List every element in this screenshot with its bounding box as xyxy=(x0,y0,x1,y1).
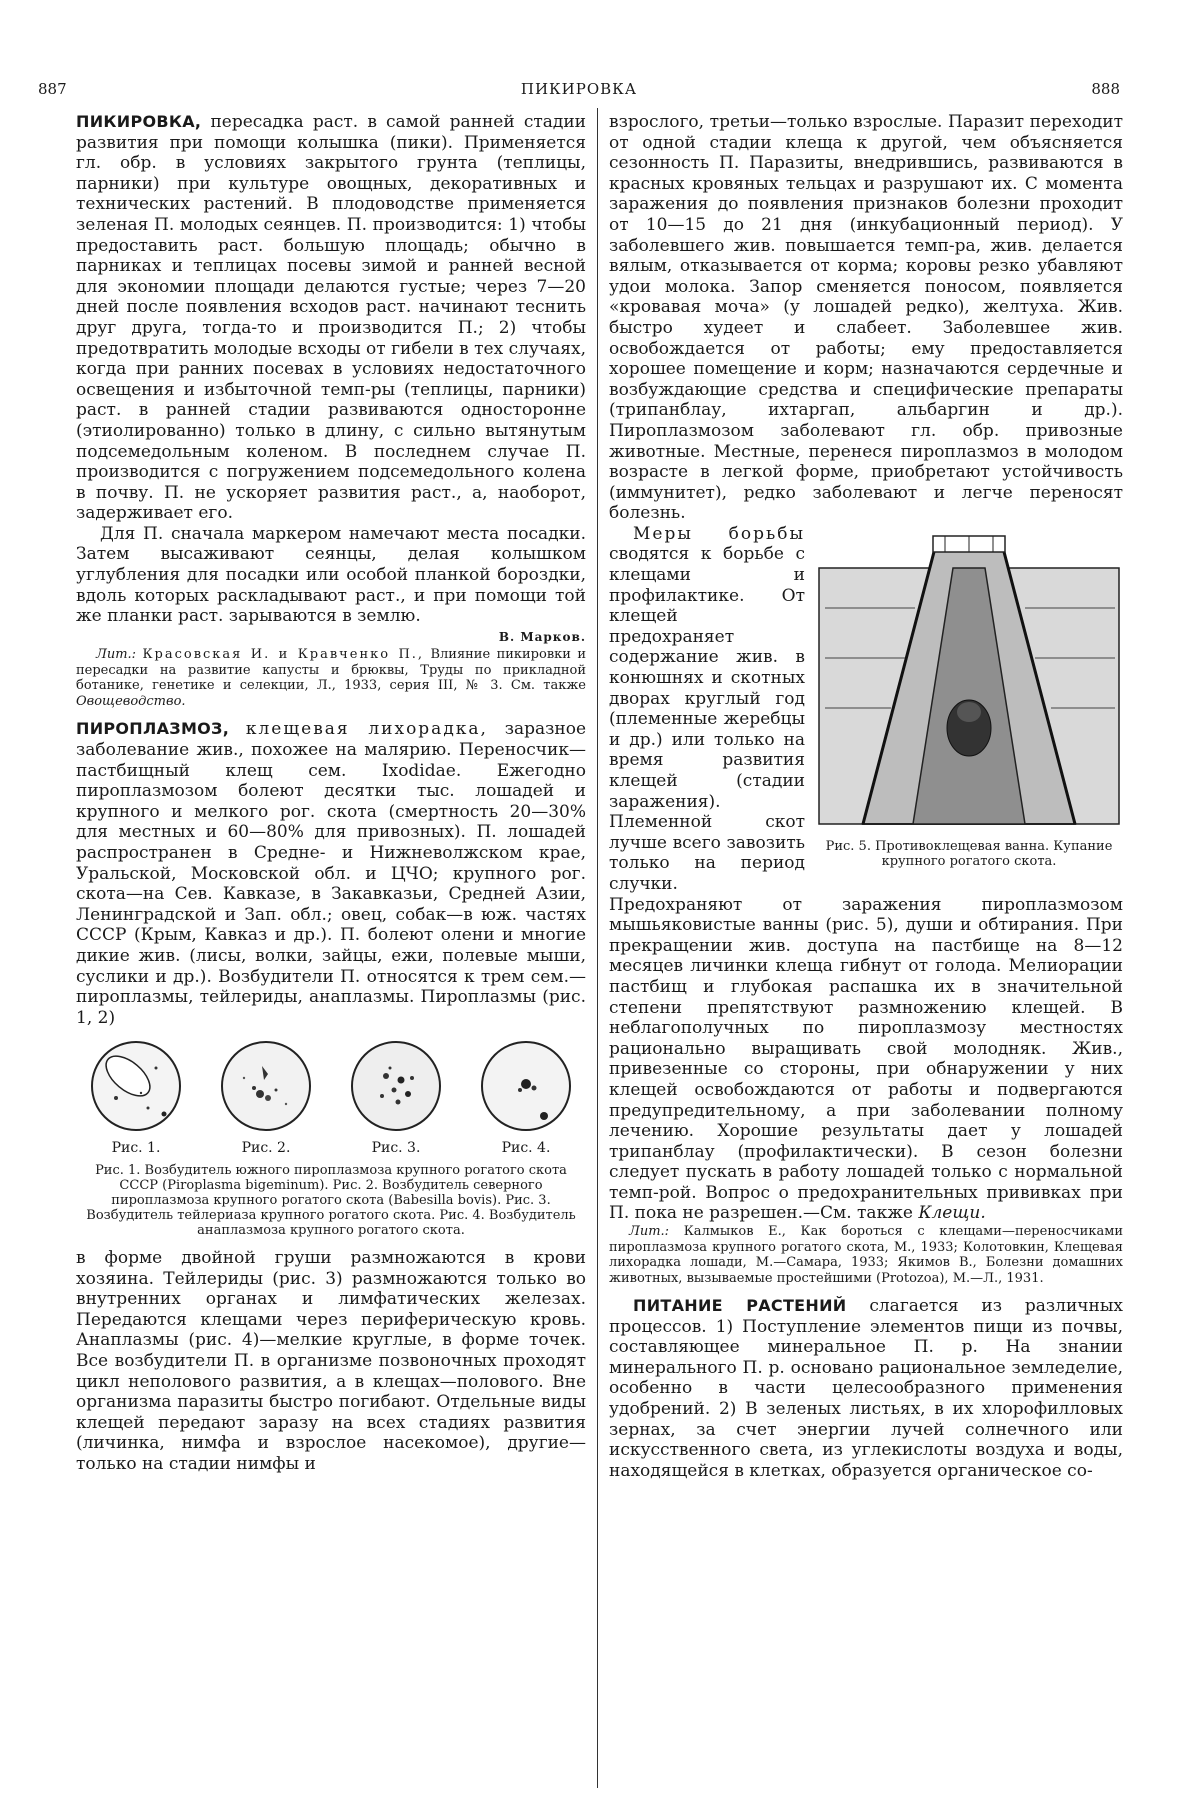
pitanie-headword: ПИТАНИЕ РАСТЕНИЙ xyxy=(633,1296,847,1316)
pikirovka-entry xyxy=(76,112,586,524)
figure-2 xyxy=(210,1038,322,1159)
literature-pikirovka xyxy=(76,647,586,709)
figure-3-label: Рис. 3. xyxy=(371,1140,421,1157)
literature-label: Лит.: xyxy=(96,647,137,663)
literature-label-2: Лит.: xyxy=(629,1224,670,1240)
piroplazmoz-subtitle: клещевая лихорадка, xyxy=(245,719,488,740)
pikirovka-paragraph-2: Для П. сначала маркером намечают места посадки. Затем высаживают сеянцы, делая колышком углубления для посадки или особой планкой бороздки, вдоль которых раскладывают раст., и при помощи той же планки раст. зарываются в землю. xyxy=(76,523,586,627)
theileria-cell-icon xyxy=(346,1038,446,1134)
literature-piroplazmoz xyxy=(609,1224,1123,1286)
see-also-link[interactable]: Овощеводство. xyxy=(76,693,186,709)
figure-1 xyxy=(80,1038,192,1159)
pikirovka-text: пересадка раст. в самой ранней стадии развития при помощи колышка (пики). Применяется гл. обр. в условиях закрытого грунта (теплицы, парники) при культуре овощных, декоративных и технических растений. В плодоводстве применяется зеленая П. молодых сеянцев. П. производится: 1) чтобы предоставить раст. большую площадь; обычно в парниках и теплицах посевы зимой и ранней весной для экономии площади делаются густые; через 7—20 дней после появления всходов раст. начинают теснить друг друга, тогда-то и производится П.; 2) чтобы предотвратить молодые всходы от гибели в тех случаях, когда при ранних посевах в условиях недостаточного освещения и избыточной темп-ры (теплицы, парники) раст. в ранней стадии развиваются односторонне (этиолированно) только в длину, с сильно вытянутым подсемедольным коленом. В последнем случае П. производится с погружением подсемедольного колена в почву. П. не ускоряет развития раст., а, наоборот, задерживает его. xyxy=(76,112,587,524)
page-number-left: 887 xyxy=(38,80,67,98)
figure-2-label: Рис. 2. xyxy=(241,1140,291,1157)
figure-4-label: Рис. 4. xyxy=(501,1140,551,1157)
pitanie-text: слагается из различных процессов. 1) Поступление элементов пищи из почвы, составляющее минеральное П. р. На знании минерального П. р. основано рациональное земледелие, особенно в части целесообразного применения удобрений. 2) В зеленых листьях, в их хлорофилловых зернах, за счет энергии лучей солнечного или искусственного света, из углекислоты воздуха и воды, находящейся в клетках, образуется органическое со- xyxy=(609,1296,1123,1481)
figure-3 xyxy=(340,1038,452,1159)
page-number-right: 888 xyxy=(1091,80,1120,98)
figure-5-caption: Рис. 5. Противоклещевая ванна. Купание крупного рогатого скота. xyxy=(825,839,1113,870)
see-also-ticks-link[interactable]: Клещи. xyxy=(918,1203,986,1224)
literature-text: Влияние пикировки и пересадки на развитие капусты и брюквы, Труды по прикладной ботанике, генетике и селекции, Л., 1933, серия III, № 3. См. также xyxy=(76,647,586,694)
figure-5 xyxy=(815,528,1123,870)
right-column xyxy=(609,112,1123,1481)
control-measures-heading: Меры борьбы xyxy=(633,523,805,544)
literature-text-2: Калмыков Е., Как бороться с клещами—переносчиками пироплазмоза крупного рогатого скота, М., 1933; Колотовкин, Клещевая лихорадка лошади, М.—Самара, 1933; Якимов В., Болезни домашних животных, вызываемые простейшими (Protozoa), М.—Л., 1931. xyxy=(609,1224,1124,1286)
anaplasma-cell-icon xyxy=(476,1038,576,1134)
piroplazmoz-right-text: взрослого, третьи—только взрослые. Паразит переходит от одной стадии клеща к другой, чем объясняется сезонность П. Паразиты, внедрившись, развиваются в красных кровяных тельцах и разрушают их. С момента заражения до появления признаков болезни проходит от 10—15 до 21 дня (инкубационный период). У заболевшего жив. повышается темп-ра, жив. делается вялым, отказывается от корма; коровы резко убавляют удои молока. Запор сменяется поносом, появляется «кровавая моча» (у лошадей редко), желтуха. Жив. быстро худеет и слабеет. Заболевшее жив. освобождается от работы; ему предоставляется хорошее помещение и корм; назначаются сердечные и возбуждающие средства и специфические препараты (трипанблау, ихтаргап, альбаргин и др.). Пироплазмозом заболевают гл. обр. привозные животные. Местные, перенеся пироплазмоз в молодом возрасте в легкой форме, приобретают устойчивость (иммунитет), редко заболевают и легче переносят болезнь. xyxy=(609,112,1123,524)
control-measures-text: сводятся к борьбе с клещами и профилактике. От клещей предохраняет содержание жив. в конюшнях и скотных дворах круглый год (племенные жеребцы и др.) или только на время развития клещей (стадии заражения). Племенной скот лучше всего завозить только на период случки. Предохраняют от заражения пироплазмозом мышьяковистые ванны (рис. 5), души и обтирания. При прекращении жив. доступа на пастбище на 8—12 месяцев личинки клеща гибнут от голода. Мелиорации пастбищ и глубокая распашка их в значительной степени препятствуют размножению клещей. В неблагополучных по пироплазмозу местностях рационально выращивать свой молодняк. Жив., привезенные со стороны, при обнаружении у них клещей освобождаются от работы и подвергаются предупредительному, а при заболевании полному лечению. Хорошие результаты дает у лошадей трипанблау (профилактически). В сезон болезни следует пускать в работу лошадей только с нормальной темп-рой. Вопрос о предохранительных прививках при П. пока не разрешен.—См. также xyxy=(609,544,1123,1224)
literature-authors: Красовская И. и Кравченко П., xyxy=(142,647,425,663)
piroplazmoz-continued: в форме двойной груши размножаются в крови хозяина. Тейлериды (рис. 3) размножаются только во внутренних органах и лимфатических железах. Передаются клещами через периферическую кровь. Анаплазмы (рис. 4)—мелкие круглые, в форме точек. Все возбудители П. в организме позвоночных проходят цикл неполового развития, а в клещах—полового. Вне организма паразиты быстро погибают. Отдельные виды клещей передают заразу на всех стадиях развития (личинка, нимфа и взрослое насекомое), другие—только на стадии нимфы и xyxy=(76,1247,586,1474)
figure-1-label: Рис. 1. xyxy=(111,1140,161,1157)
piroplazmoz-entry xyxy=(76,719,586,1028)
author-signature: В. Марков. xyxy=(498,629,586,644)
figures-caption: Рис. 1. Возбудитель южного пироплазмоза крупного рогатого скота СССР (Piroplasma bigeminum). Рис. 2. Возбудитель северного пироплазмоза крупного рогатого скота (Babesilla bovis). Рис. 3. Возбудитель тейлериаза крупного рогатого скота. Рис. 4. Возбудитель анаплазмоза крупного рогатого скота. xyxy=(86,1162,576,1238)
cattle-dip-bath-illustration xyxy=(815,528,1123,828)
running-header xyxy=(38,80,1120,104)
figures-1-4 xyxy=(80,1038,582,1159)
babesilla-cell-icon xyxy=(216,1038,316,1134)
left-column xyxy=(76,112,586,1474)
running-title: ПИКИРОВКА xyxy=(520,80,638,98)
pikirovka-headword: ПИКИРОВКА, xyxy=(76,112,202,131)
piroplazmoz-text: заразное заболевание жив., похожее на малярию. Переносчик—пастбищный клещ сем. Ixodidae. Ежегодно пироплазмозом болеют десятки тыс. лошадей и крупного и мелкого рог. скота (смертность 20—30% для местных и 60—80% для привозных). П. лошадей распространен в Средне- и Нижневолжском крае, Уральской, Московской обл. и ЦЧО; крупного рог. скота—на Сев. Кавказе, в Закавказьи, Средней Азии, Ленинградской и Зап. обл.; овец, собак—в юж. частях СССР (Крым, Кавказ и др.). П. болеют олени и многие дикие жив. (лисы, волки, зайцы, ежи, полевые мыши, суслики и др.). Возбудители П. относятся к трем сем.—пироплазмы, тейлериды, анаплазмы. Пироплазмы (рис. 1, 2) xyxy=(76,719,587,1028)
column-divider xyxy=(597,108,598,1788)
figure-4 xyxy=(470,1038,582,1159)
piroplazmoz-headword: ПИРОПЛАЗМОЗ, xyxy=(76,719,230,739)
pitanie-entry xyxy=(609,1296,1123,1481)
piroplasma-cell-icon xyxy=(86,1038,186,1134)
